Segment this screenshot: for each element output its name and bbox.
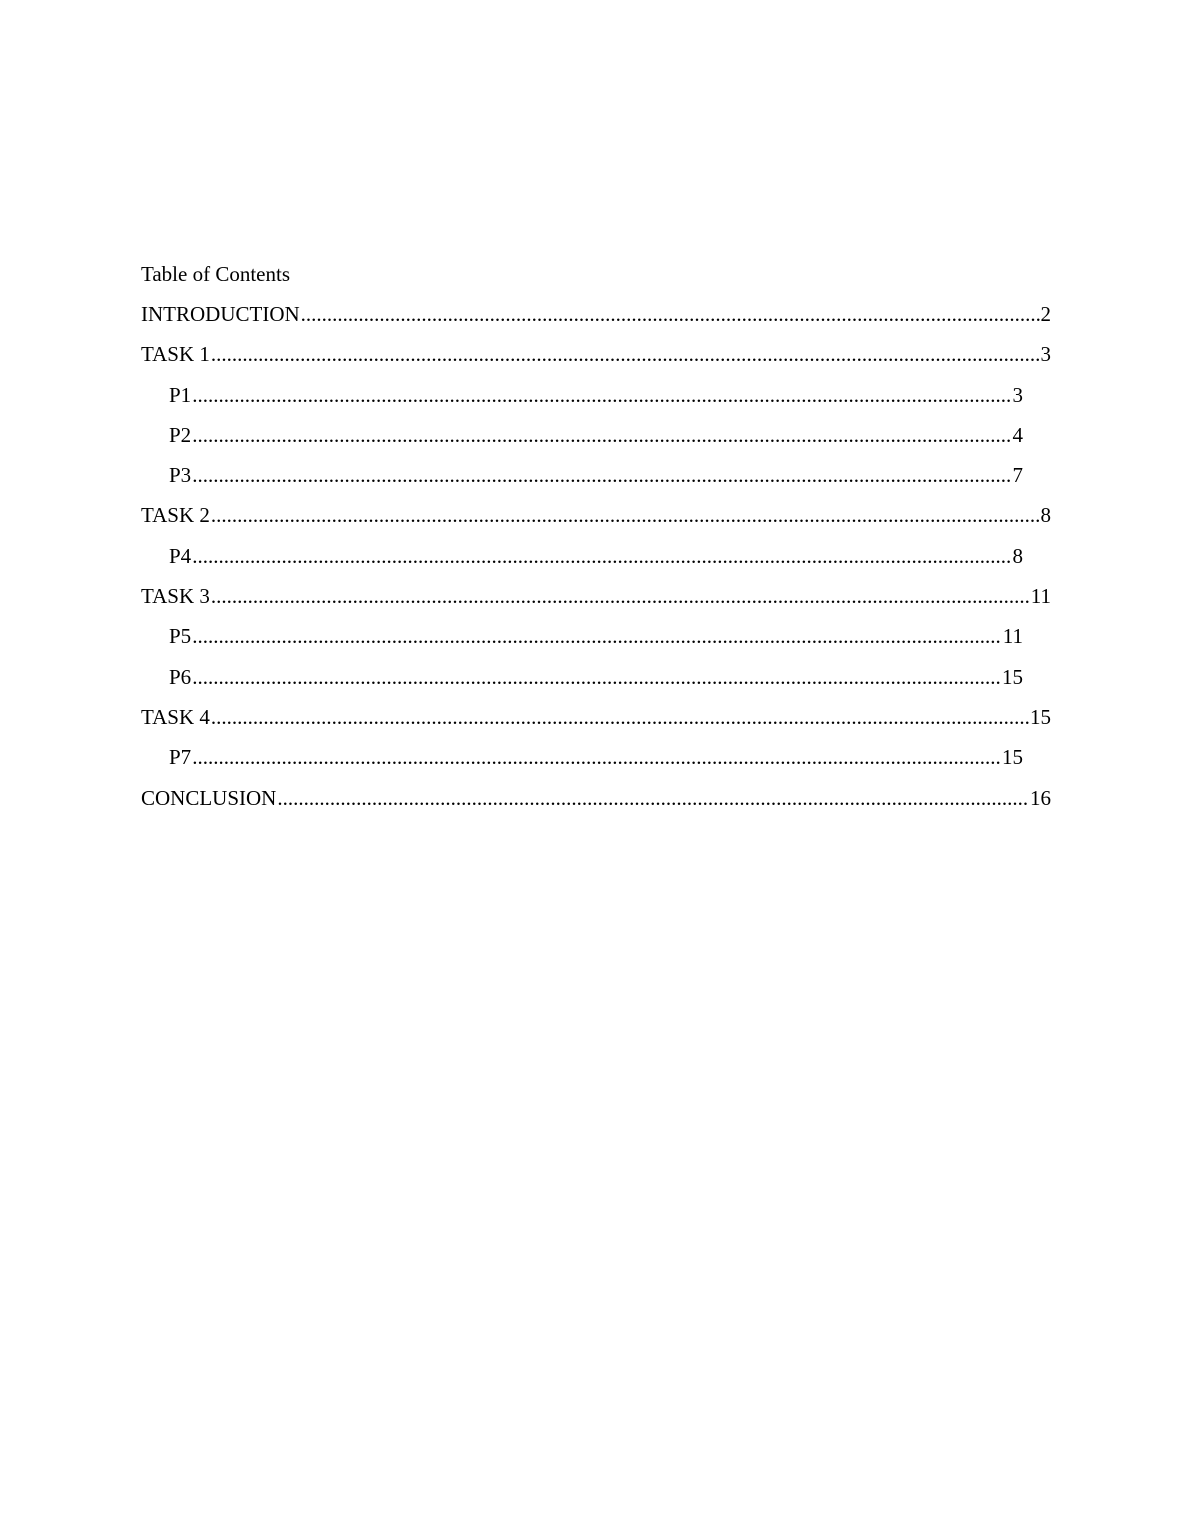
toc-entry-label: P7	[169, 745, 192, 770]
toc-entry-p4[interactable]	[169, 540, 1023, 580]
toc-entry-label: TASK 2	[141, 503, 210, 528]
toc-entry-task-2[interactable]	[141, 499, 1051, 539]
toc-entry-page: 4	[1012, 422, 1023, 447]
toc-entry-p3[interactable]	[169, 459, 1023, 499]
toc-dot-leader	[211, 338, 1040, 370]
toc-entry-page: 11	[1002, 624, 1023, 649]
toc-dot-leader	[301, 298, 1040, 330]
toc-entry-page: 15	[1030, 704, 1051, 729]
toc-entry-label: P6	[169, 664, 192, 689]
toc-entry-label: TASK 1	[141, 342, 210, 367]
toc-dot-leader	[211, 701, 1029, 733]
toc-heading: Table of Contents	[141, 262, 290, 286]
toc-entry-conclusion[interactable]	[141, 782, 1051, 822]
toc-entry-page: 8	[1040, 503, 1051, 528]
toc-entry-label: TASK 4	[141, 704, 210, 729]
toc-entry-label: P1	[169, 382, 192, 407]
toc-entry-label: P2	[169, 422, 192, 447]
toc-entry-page: 7	[1012, 463, 1023, 488]
toc-entry-label: P5	[169, 624, 192, 649]
toc-dot-leader	[211, 499, 1040, 531]
toc-entry-page: 16	[1030, 785, 1051, 810]
toc-dot-leader	[192, 540, 1011, 572]
toc-entry-label: INTRODUCTION	[141, 302, 300, 326]
toc-entry-label: TASK 3	[141, 584, 210, 609]
toc-entry-introduction[interactable]	[141, 298, 1051, 338]
toc-entry-task-4[interactable]	[141, 701, 1051, 741]
toc-entry-task-1[interactable]	[141, 338, 1051, 378]
toc-entry-p2[interactable]	[169, 419, 1023, 459]
toc-dot-leader	[192, 741, 1001, 773]
toc-entry-page: 3	[1040, 342, 1051, 367]
toc-entry-page: 3	[1012, 382, 1023, 407]
toc-dot-leader	[192, 459, 1011, 491]
toc-entry-p1[interactable]	[169, 379, 1023, 419]
toc-entry-page: 8	[1012, 543, 1023, 568]
toc-entry-p6[interactable]	[169, 661, 1023, 701]
table-of-contents	[141, 258, 1051, 822]
toc-entry-page: 15	[1002, 745, 1023, 770]
toc-dot-leader	[277, 782, 1029, 814]
toc-entry-label: P3	[169, 463, 192, 488]
toc-dot-leader	[192, 379, 1011, 411]
toc-dot-leader	[192, 419, 1011, 451]
toc-entry-p7[interactable]	[169, 741, 1023, 781]
toc-entry-page: 11	[1030, 584, 1051, 609]
toc-entry-page: 2	[1040, 302, 1051, 326]
toc-dot-leader	[192, 661, 1001, 693]
toc-entry-label: P4	[169, 543, 192, 568]
toc-dot-leader	[192, 620, 1002, 652]
toc-entry-p5[interactable]	[169, 620, 1023, 660]
toc-dot-leader	[211, 580, 1030, 612]
toc-entry-page: 15	[1002, 664, 1023, 689]
toc-entry-label: CONCLUSION	[141, 785, 277, 810]
toc-entry-task-3[interactable]	[141, 580, 1051, 620]
